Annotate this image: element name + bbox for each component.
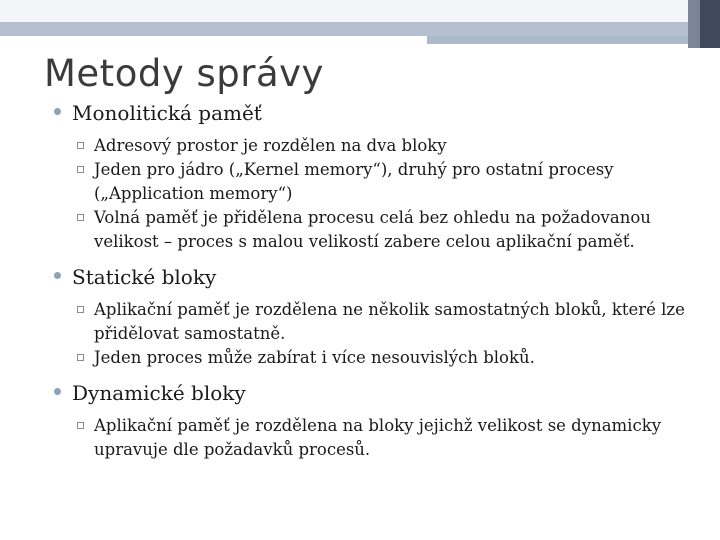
section-monoliticka-pamet bbox=[54, 100, 694, 254]
section-heading-text: Statické bloky bbox=[72, 265, 217, 289]
list-item-text: Jeden pro jádro („Kernel memory“), druhý pro ostatní procesy („Application memory“) bbox=[94, 160, 614, 203]
square-bullet-icon bbox=[77, 306, 84, 313]
list-item-text: Aplikační paměť je rozdělena ne několik samostatných bloků, které lze přidělovat samostatně. bbox=[94, 300, 685, 343]
list-item-text: Adresový prostor je rozdělen na dva bloky bbox=[94, 136, 447, 155]
list-item bbox=[54, 414, 694, 462]
round-bullet-icon bbox=[54, 388, 61, 395]
square-bullet-icon bbox=[77, 214, 84, 221]
sub-bullet-list bbox=[54, 414, 694, 462]
section-staticke-bloky bbox=[54, 264, 694, 370]
section-heading-text: Monolitická paměť bbox=[72, 101, 262, 125]
header-band-accent bbox=[427, 36, 720, 44]
header-decoration bbox=[0, 0, 720, 48]
section-heading-text: Dynamické bloky bbox=[72, 381, 246, 405]
list-item-text: Volná paměť je přidělena procesu celá bez ohledu na požadovanou velikost – proces s malou velikostí zabere celou aplikační paměť. bbox=[94, 208, 651, 251]
round-bullet-icon bbox=[54, 272, 61, 279]
list-item bbox=[54, 134, 694, 158]
sub-bullet-list bbox=[54, 298, 694, 370]
header-band-pale bbox=[0, 0, 688, 22]
list-item bbox=[54, 158, 694, 206]
section-dynamicke-bloky bbox=[54, 380, 694, 462]
list-item-text: Aplikační paměť je rozdělena na bloky jejichž velikost se dynamicky upravuje dle požadavků procesů. bbox=[94, 416, 662, 459]
sub-bullet-list bbox=[54, 134, 694, 254]
list-item bbox=[54, 346, 694, 370]
header-band-dark bbox=[700, 0, 720, 48]
header-band-light bbox=[0, 22, 720, 36]
section-heading bbox=[54, 100, 694, 126]
section-heading bbox=[54, 264, 694, 290]
square-bullet-icon bbox=[77, 166, 84, 173]
round-bullet-icon bbox=[54, 108, 61, 115]
slide-content bbox=[54, 100, 694, 462]
slide-title: Metody správy bbox=[44, 52, 324, 95]
list-item bbox=[54, 298, 694, 346]
list-item-text: Jeden proces může zabírat i více nesouvislých bloků. bbox=[94, 348, 535, 367]
section-heading bbox=[54, 380, 694, 406]
square-bullet-icon bbox=[77, 354, 84, 361]
list-item bbox=[54, 206, 694, 254]
header-band-mid bbox=[688, 0, 700, 48]
square-bullet-icon bbox=[77, 142, 84, 149]
square-bullet-icon bbox=[77, 422, 84, 429]
